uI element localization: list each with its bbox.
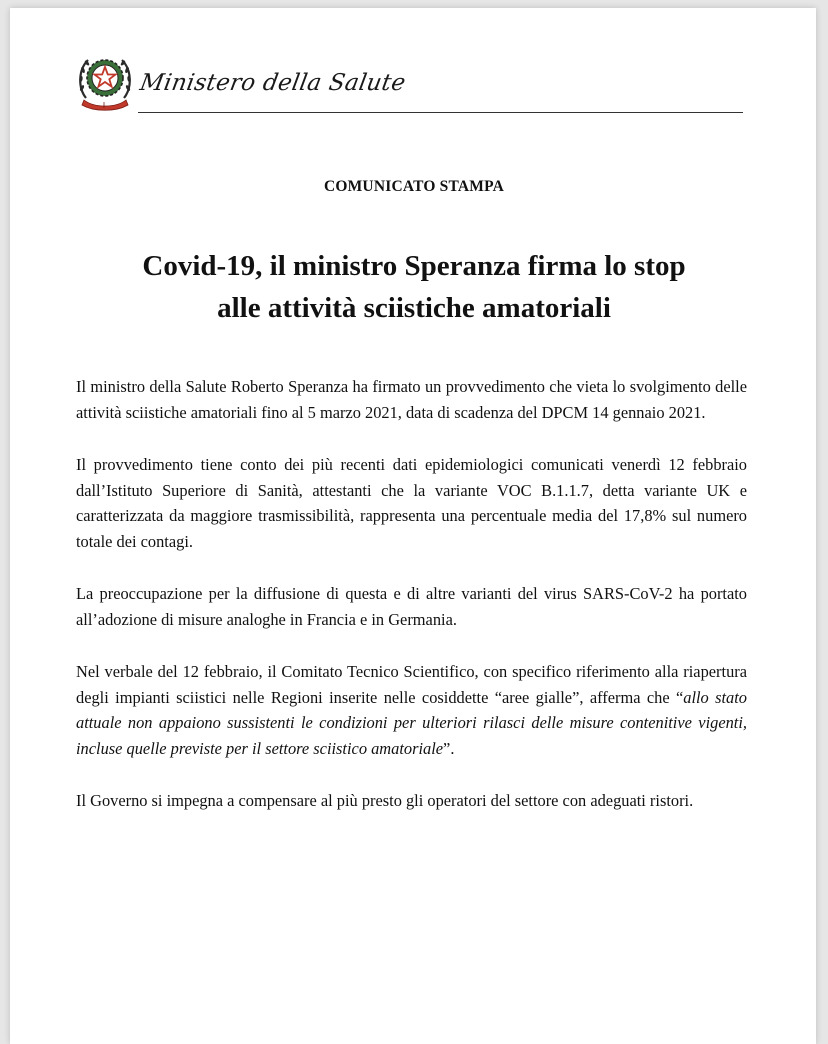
paragraph-5: Il Governo si impegna a compensare al più presto gli operatori del settore con adeguati ristori. <box>76 791 694 810</box>
body-text <box>76 374 747 841</box>
ministry-name: Ministero della Salute <box>138 70 408 96</box>
headline-line-2: alle attività sciistiche amatoriali <box>217 292 611 324</box>
paragraph-2: Il provvedimento tiene conto dei più recenti dati epidemiologici comunicati venerdì 12 febbraio dall’Istituto Superiore di Sanità, attestanti che la variante VOC B.1.1.7, detta variante UK e caratterizzata da maggiore trasmissibilità, rappresenta una percentuale media del 17,8% sul numero totale dei contagi. <box>76 455 747 551</box>
paragraph-4-lead: Nel verbale del 12 febbraio, il Comitato Tecnico Scientifico, con specifico riferimento alla riapertura degli impianti sciistici nelle Regioni inserite nelle cosiddette “aree gialle”, afferma che “ <box>76 662 747 707</box>
letterhead-divider <box>138 112 743 113</box>
headline-line-1: Covid-19, il ministro Speranza firma lo stop <box>142 250 686 282</box>
headline <box>0 245 828 329</box>
paragraph-1: Il ministro della Salute Roberto Speranza ha firmato un provvedimento che vieta lo svolgimento delle attività sciistiche amatoriali fino al 5 marzo 2021, data di scadenza del DPCM 14 gennaio 2021. <box>76 377 747 422</box>
paragraph-4-quote: allo stato attuale non appaiono sussistenti le condizioni per ulteriori rilasci delle misure contenitive vigenti, incluse quelle previste per il settore sciistico amatoriale <box>76 687 747 758</box>
paragraph-4 <box>76 659 747 761</box>
paragraph-3: La preoccupazione per la diffusione di questa e di altre varianti del virus SARS-CoV-2 ha portato all’adozione di misure analoghe in Francia e in Germania. <box>76 584 747 629</box>
letterhead <box>76 44 743 124</box>
document-label: COMUNICATO STAMPA <box>323 178 505 195</box>
italian-republic-emblem-icon <box>76 48 134 112</box>
paragraph-4-tail: ”. <box>443 738 455 758</box>
